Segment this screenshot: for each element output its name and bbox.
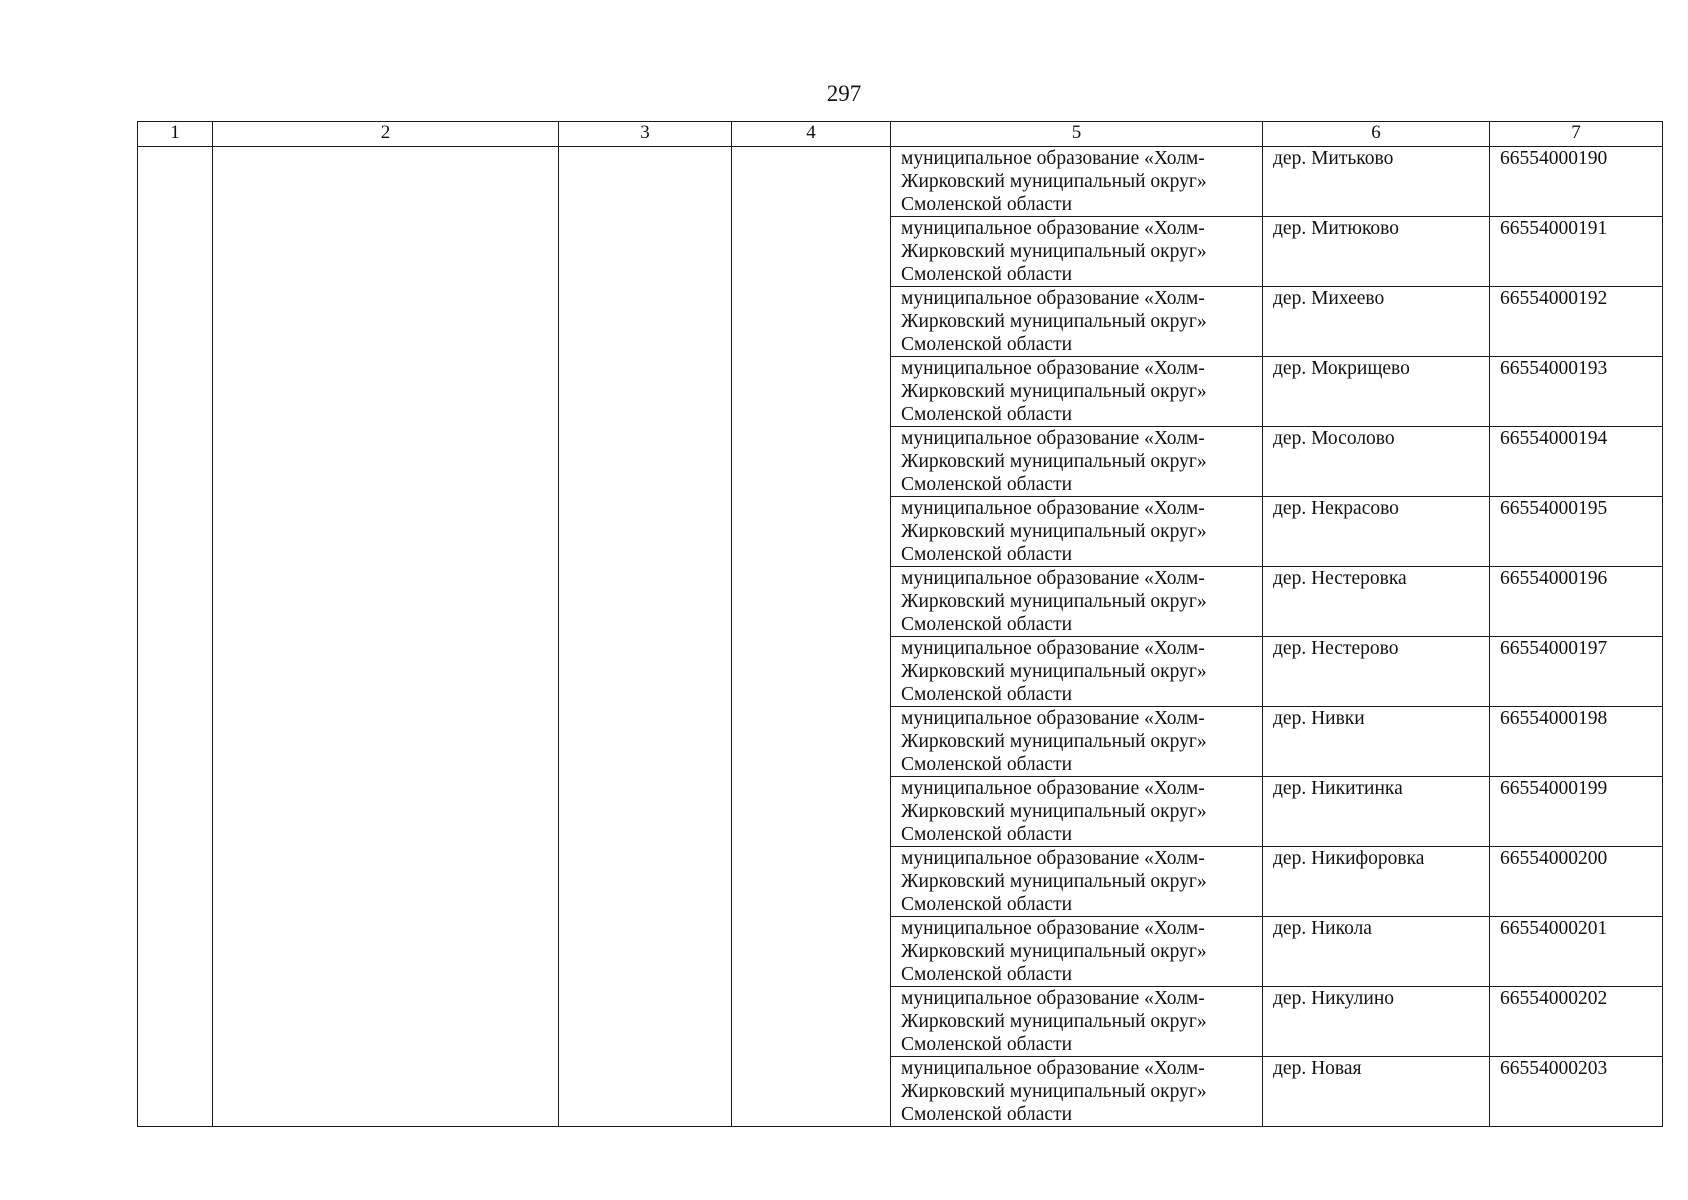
- code-cell: 66554000200: [1490, 847, 1663, 917]
- code-cell: 66554000195: [1490, 497, 1663, 567]
- code-cell: 66554000199: [1490, 777, 1663, 847]
- municipality-cell: муниципальное образование «Холм-Жирковский муниципальный округ» Смоленской области: [891, 777, 1263, 847]
- code-cell: 66554000198: [1490, 707, 1663, 777]
- municipality-cell: муниципальное образование «Холм-Жирковский муниципальный округ» Смоленской области: [891, 147, 1263, 217]
- column-header-6: 6: [1263, 122, 1490, 147]
- column-4-cell: [732, 147, 891, 1127]
- column-header-5: 5: [891, 122, 1263, 147]
- page-number: 297: [826, 81, 862, 106]
- column-header-1: 1: [138, 122, 213, 147]
- code-cell: 66554000196: [1490, 567, 1663, 637]
- settlement-cell: дер. Михеево: [1263, 287, 1490, 357]
- municipality-cell: муниципальное образование «Холм-Жирковский муниципальный округ» Смоленской области: [891, 707, 1263, 777]
- code-cell: 66554000197: [1490, 637, 1663, 707]
- municipality-cell: муниципальное образование «Холм-Жирковский муниципальный округ» Смоленской области: [891, 987, 1263, 1057]
- settlement-cell: дер. Некрасово: [1263, 497, 1490, 567]
- settlement-cell: дер. Митюково: [1263, 217, 1490, 287]
- code-cell: 66554000202: [1490, 987, 1663, 1057]
- settlements-table: [137, 121, 1663, 1127]
- code-cell: 66554000203: [1490, 1057, 1663, 1127]
- code-cell: 66554000194: [1490, 427, 1663, 497]
- municipality-cell: муниципальное образование «Холм-Жирковский муниципальный округ» Смоленской области: [891, 567, 1263, 637]
- code-cell: 66554000201: [1490, 917, 1663, 987]
- municipality-cell: муниципальное образование «Холм-Жирковский муниципальный округ» Смоленской области: [891, 847, 1263, 917]
- code-cell: 66554000190: [1490, 147, 1663, 217]
- settlement-cell: дер. Никола: [1263, 917, 1490, 987]
- code-cell: 66554000191: [1490, 217, 1663, 287]
- settlement-cell: дер. Нестерово: [1263, 637, 1490, 707]
- settlement-cell: дер. Никифоровка: [1263, 847, 1490, 917]
- settlement-cell: дер. Никулино: [1263, 987, 1490, 1057]
- code-cell: 66554000193: [1490, 357, 1663, 427]
- column-header-3: 3: [559, 122, 732, 147]
- column-1-cell: [138, 147, 213, 1127]
- table-row: [138, 147, 1663, 217]
- column-3-cell: [559, 147, 732, 1127]
- settlement-cell: дер. Митьково: [1263, 147, 1490, 217]
- municipality-cell: муниципальное образование «Холм-Жирковский муниципальный округ» Смоленской области: [891, 287, 1263, 357]
- municipality-cell: муниципальное образование «Холм-Жирковский муниципальный округ» Смоленской области: [891, 427, 1263, 497]
- column-header-2: 2: [213, 122, 559, 147]
- municipality-cell: муниципальное образование «Холм-Жирковский муниципальный округ» Смоленской области: [891, 217, 1263, 287]
- code-cell: 66554000192: [1490, 287, 1663, 357]
- municipality-cell: муниципальное образование «Холм-Жирковский муниципальный округ» Смоленской области: [891, 917, 1263, 987]
- settlement-cell: дер. Мосолово: [1263, 427, 1490, 497]
- settlement-cell: дер. Нестеровка: [1263, 567, 1490, 637]
- municipality-cell: муниципальное образование «Холм-Жирковский муниципальный округ» Смоленской области: [891, 1057, 1263, 1127]
- table-header-row: [138, 122, 1663, 147]
- settlement-cell: дер. Мокрищево: [1263, 357, 1490, 427]
- column-header-4: 4: [732, 122, 891, 147]
- settlement-cell: дер. Нивки: [1263, 707, 1490, 777]
- municipality-cell: муниципальное образование «Холм-Жирковский муниципальный округ» Смоленской области: [891, 357, 1263, 427]
- municipality-cell: муниципальное образование «Холм-Жирковский муниципальный округ» Смоленской области: [891, 637, 1263, 707]
- municipality-cell: муниципальное образование «Холм-Жирковский муниципальный округ» Смоленской области: [891, 497, 1263, 567]
- settlement-cell: дер. Никитинка: [1263, 777, 1490, 847]
- settlement-cell: дер. Новая: [1263, 1057, 1490, 1127]
- table-body: [138, 147, 1663, 1127]
- column-2-cell: [213, 147, 559, 1127]
- column-header-7: 7: [1490, 122, 1663, 147]
